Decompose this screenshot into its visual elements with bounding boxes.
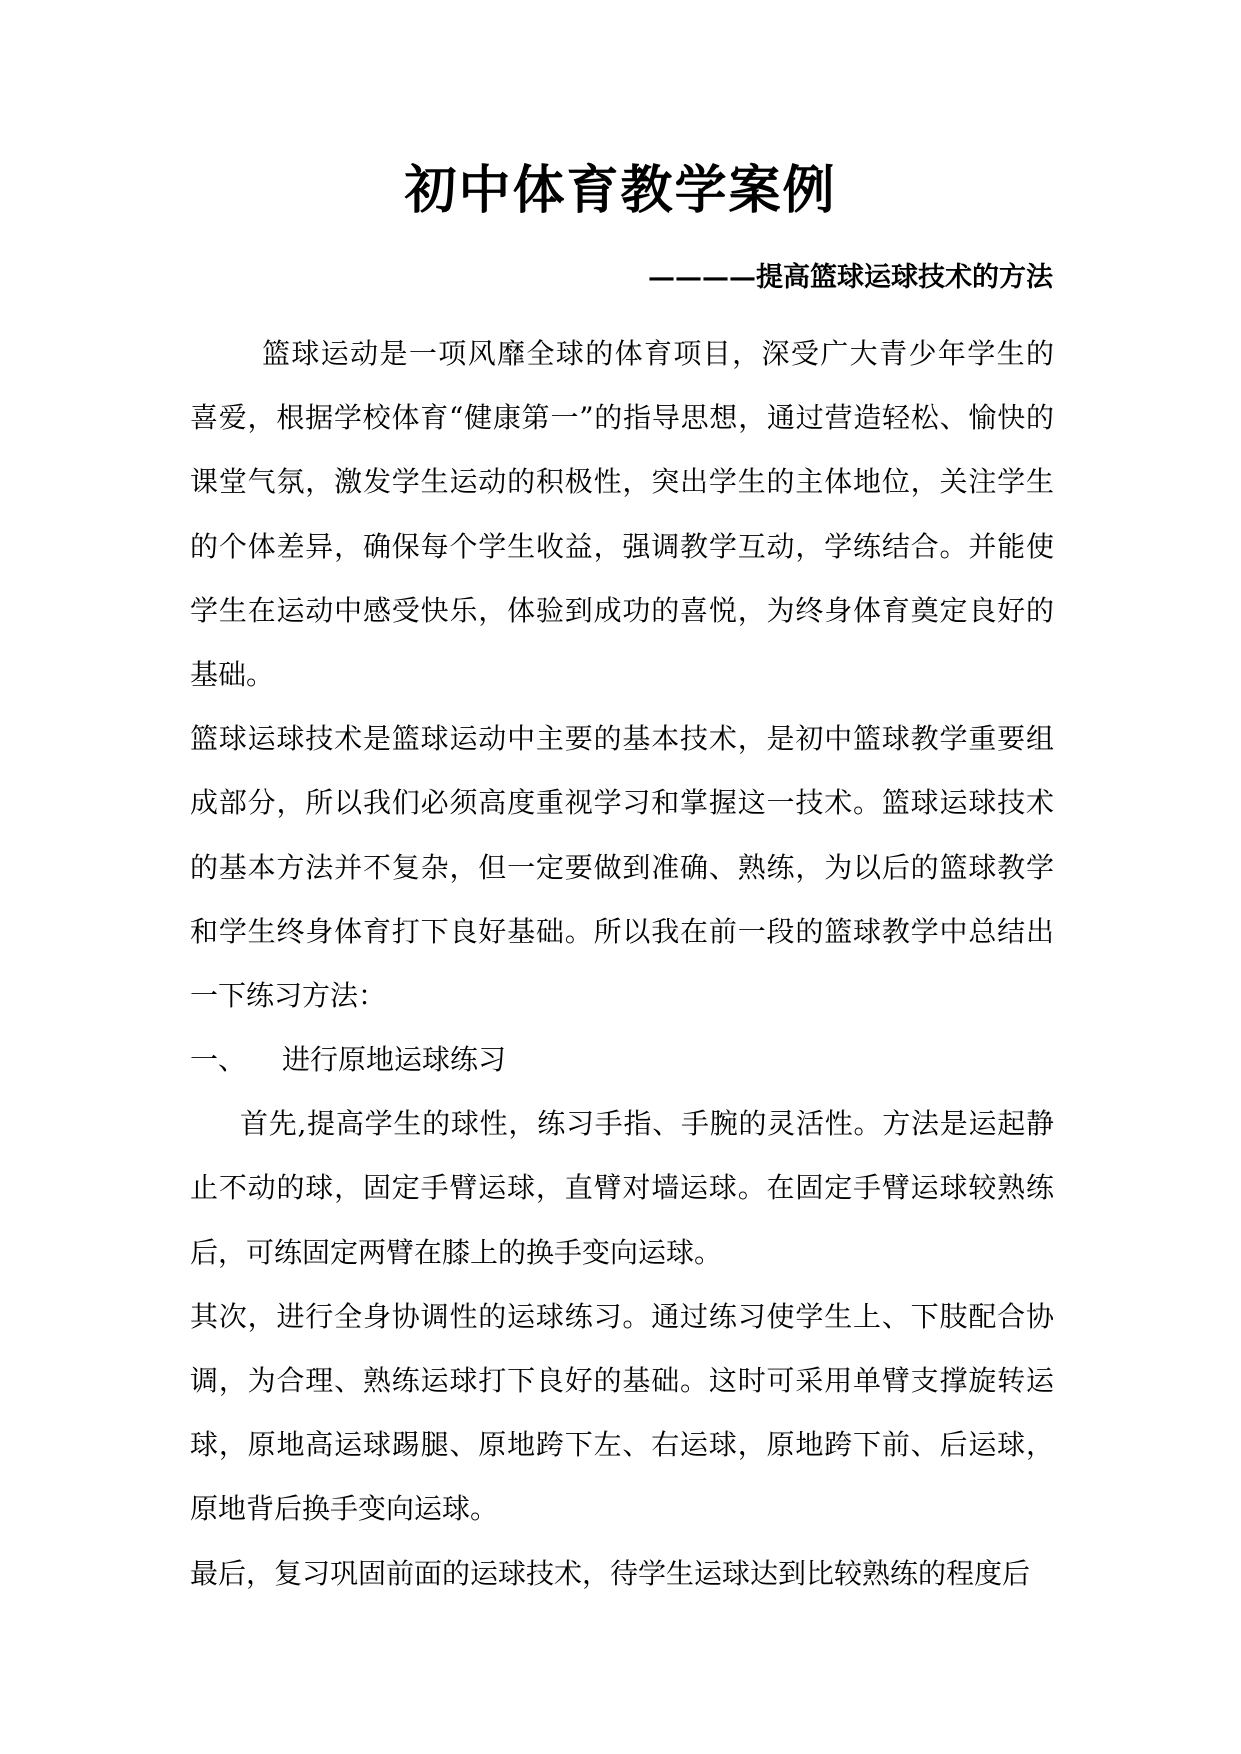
document-title: 初中体育教学案例 — [404, 160, 837, 221]
paragraph-line: 的个体差异，确保每个学生收益，强调教学互动，学练结合。并能使 — [190, 529, 1054, 563]
paragraphs-before-section — [190, 322, 1054, 1028]
paragraph-line: 首先,提高学生的球性，练习手指、手腕的灵活性。方法是运起静 — [240, 1107, 1054, 1141]
paragraph-line: 的基本方法并不复杂，但一定要做到准确、熟练，为以后的篮球教学 — [190, 850, 1054, 884]
paragraph-line: 一下练习方法： — [190, 978, 387, 1012]
paragraphs-after-section — [190, 1092, 1054, 1606]
section-heading-text: 进行原地运球练习 — [282, 1043, 507, 1077]
paragraph — [190, 322, 1054, 707]
paragraph-line: 成部分，所以我们必须高度重视学习和掌握这一技术。篮球运球技术 — [190, 786, 1054, 820]
paragraph-line: 篮球运球技术是篮球运动中主要的基本技术，是初中篮球教学重要组 — [190, 722, 1054, 756]
paragraph-line: 止不动的球，固定手臂运球，直臂对墙运球。在固定手臂运球较熟练 — [190, 1171, 1054, 1205]
section-number: 一、 — [190, 1043, 247, 1077]
paragraph — [190, 1285, 1054, 1542]
paragraph-line: 球，原地高运球踢腿、原地跨下左、右运球，原地跨下前、后运球， — [190, 1428, 1054, 1462]
paragraph-line: 课堂气氛，激发学生运动的积极性，突出学生的主体地位，关注学生 — [190, 465, 1054, 499]
document-subtitle: ————提高篮球运球技术的方法 — [648, 262, 1053, 293]
paragraph-line: 和学生终身体育打下良好基础。所以我在前一段的篮球教学中总结出 — [190, 914, 1054, 948]
paragraph — [190, 1092, 1054, 1285]
paragraph — [190, 707, 1054, 1028]
paragraph-line: 篮球运动是一项风靡全球的体育项目，深受广大青少年学生的 — [262, 337, 1054, 370]
paragraph-line: 基础。 — [190, 657, 275, 691]
paragraph-line: 最后，复习巩固前面的运球技术，待学生运球达到比较熟练的程度后 — [190, 1556, 1031, 1590]
paragraph-line: 喜爱，根据学校体育“健康第一”的指导思想，通过营造轻松、愉快的 — [190, 401, 1054, 435]
paragraph-line: 原地背后换手变向运球。 — [190, 1492, 499, 1526]
paragraph-line: 后，可练固定两臂在膝上的换手变向运球。 — [190, 1235, 723, 1269]
paragraph-line: 其次，进行全身协调性的运球练习。通过练习使学生上、下肢配合协 — [190, 1299, 1054, 1333]
paragraph — [190, 1542, 1054, 1606]
section-heading — [190, 1028, 1054, 1092]
paragraph-line: 调，为合理、熟练运球打下良好的基础。这时可采用单臂支撑旋转运 — [190, 1364, 1054, 1397]
document-body — [190, 322, 1054, 1606]
paragraph-line: 学生在运动中感受快乐，体验到成功的喜悦，为终身体育奠定良好的 — [190, 593, 1054, 627]
